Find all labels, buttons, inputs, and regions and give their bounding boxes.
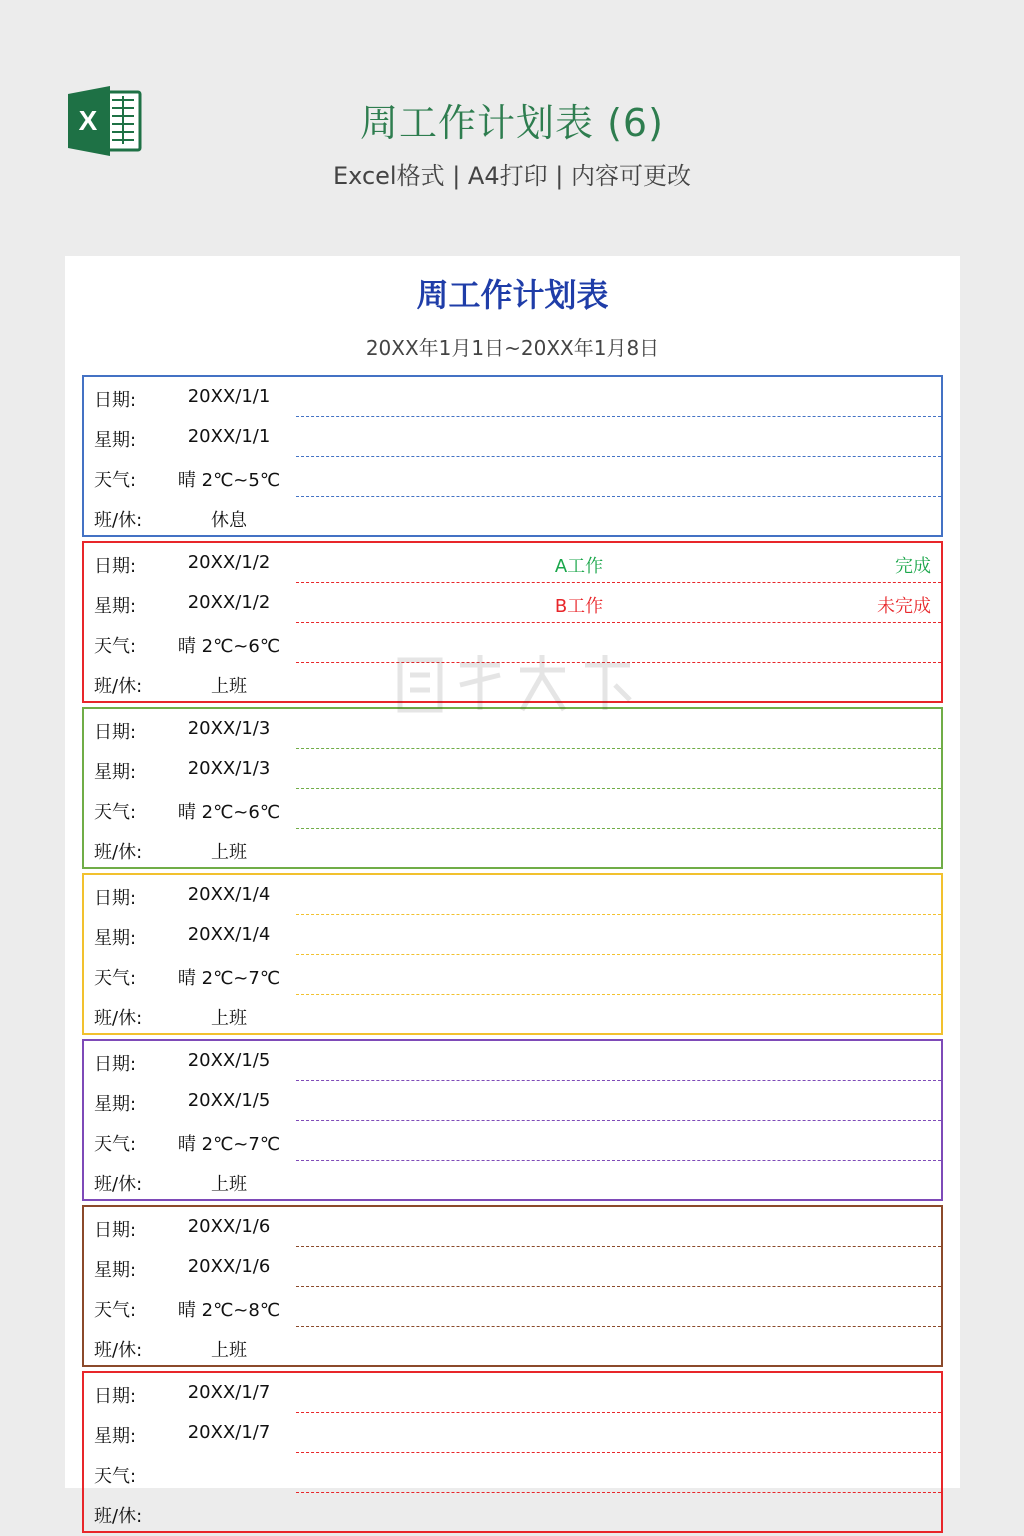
row-label: 星期: [94,1426,137,1447]
row-label: 星期: [94,430,137,451]
row-value-weekday: 20XX/1/3 [187,758,271,779]
row-value-weather: 晴 2℃~7℃ [177,968,281,989]
day-block [82,541,943,703]
row-label: 天气: [94,636,137,657]
sheet-title: 周工作计划表 [416,276,609,314]
day-row-date [84,1041,941,1081]
row-label: 日期: [94,556,137,577]
day-blocks [82,375,943,1527]
day-row-weather [84,457,941,497]
day-row-weekday [84,417,941,457]
day-row-weather [84,1287,941,1327]
day-row-shift [84,1161,941,1201]
day-row-shift [84,995,941,1035]
day-row-date [84,377,941,417]
row-label: 星期: [94,928,137,949]
row-label: 班/休: [94,1340,143,1361]
task-status: 完成 [895,556,931,577]
excel-logo-letter: X [78,105,98,136]
row-label: 天气: [94,968,137,989]
row-label: 日期: [94,1386,137,1407]
row-value-weekday: 20XX/1/7 [187,1422,271,1443]
day-row-date [84,1207,941,1247]
day-row-weather [84,1121,941,1161]
day-row-weather [84,789,941,829]
row-label: 班/休: [94,1174,143,1195]
row-value-weather: 晴 2℃~5℃ [177,470,281,491]
row-label: 天气: [94,1466,137,1487]
row-value-weekday: 20XX/1/4 [187,924,271,945]
day-row-weekday [84,749,941,789]
row-value-shift: 休息 [211,510,247,531]
row-label: 日期: [94,722,137,743]
row-label: 天气: [94,1134,137,1155]
row-label: 星期: [94,596,137,617]
row-label: 日期: [94,390,137,411]
row-value-weather: 晴 2℃~6℃ [177,802,281,823]
row-value-date: 20XX/1/5 [187,1050,271,1071]
day-row-weekday [84,1081,941,1121]
day-row-shift [84,829,941,869]
row-value-weather: 晴 2℃~7℃ [177,1134,281,1155]
row-value-shift: 上班 [211,842,247,863]
day-row-weekday [84,1247,941,1287]
day-block [82,1371,943,1533]
row-value-weather: 晴 2℃~6℃ [177,636,281,657]
day-row-weekday [84,583,941,623]
row-value-shift: 上班 [211,1008,247,1029]
day-row-weather [84,623,941,663]
sheet-date-range: 20XX年1月1日~20XX年1月8日 [365,336,660,360]
sheet-preview [65,256,960,1527]
day-block [82,375,943,537]
page-title: 周工作计划表 (6) [360,101,664,145]
row-label: 天气: [94,1300,137,1321]
task-status: 未完成 [877,596,931,617]
day-row-shift [84,497,941,537]
day-row-shift [84,663,941,703]
row-value-date: 20XX/1/4 [187,884,271,905]
day-row-weather [84,1453,941,1493]
task-name: A工作 [554,556,604,577]
row-label: 星期: [94,1260,137,1281]
row-label: 天气: [94,470,137,491]
row-value-weekday: 20XX/1/5 [187,1090,271,1111]
day-row-shift [84,1493,941,1533]
row-value-shift: 上班 [211,1174,247,1195]
row-label: 日期: [94,1054,137,1075]
day-row-weather [84,955,941,995]
row-value-date: 20XX/1/7 [187,1382,271,1403]
day-row-date [84,875,941,915]
row-label: 日期: [94,888,137,909]
task-name: B工作 [554,596,604,617]
day-row-weekday [84,1413,941,1453]
day-row-date [84,709,941,749]
row-label: 班/休: [94,842,143,863]
row-value-weekday: 20XX/1/1 [187,426,271,447]
row-value-date: 20XX/1/3 [187,718,271,739]
row-label: 星期: [94,762,137,783]
row-label: 星期: [94,1094,137,1115]
row-value-shift: 上班 [211,1340,247,1361]
row-label: 天气: [94,802,137,823]
row-label: 班/休: [94,510,143,531]
row-value-date: 20XX/1/1 [187,386,271,407]
row-label: 班/休: [94,1506,143,1527]
day-row-date [84,543,941,583]
row-label: 日期: [94,1220,137,1241]
row-label: 班/休: [94,676,143,697]
day-row-weekday [84,915,941,955]
row-value-weekday: 20XX/1/6 [187,1256,271,1277]
day-row-shift [84,1327,941,1367]
row-label: 班/休: [94,1008,143,1029]
row-value-date: 20XX/1/6 [187,1216,271,1237]
day-block [82,707,943,869]
day-block [82,1039,943,1201]
row-value-date: 20XX/1/2 [187,552,271,573]
day-block [82,873,943,1035]
day-block [82,1205,943,1367]
row-value-weather: 晴 2℃~8℃ [177,1300,281,1321]
page-subtitle: Excel格式 | A4打印 | 内容可更改 [333,162,691,190]
day-row-date [84,1373,941,1413]
row-value-shift: 上班 [211,676,247,697]
row-value-weekday: 20XX/1/2 [187,592,271,613]
